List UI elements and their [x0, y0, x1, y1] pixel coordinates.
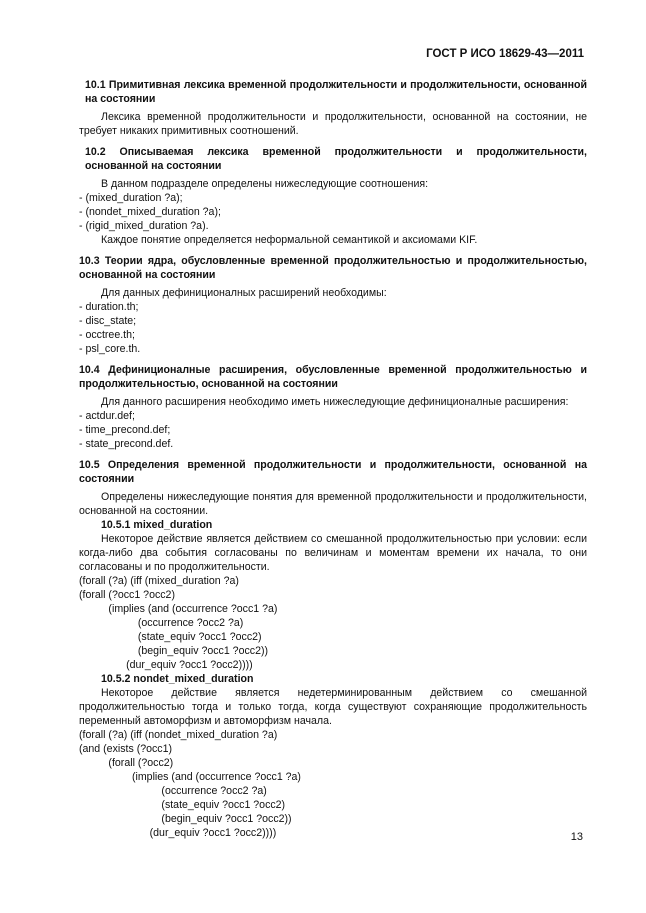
subsection-heading-10-5-2: 10.5.2 nondet_mixed_duration [101, 673, 254, 685]
list-item: - (rigid_mixed_duration ?a). [79, 220, 209, 232]
list-item: - psl_core.th. [79, 343, 141, 355]
section-heading-10-5: 10.5 Определения временной продолжительности и продолжительности, основанной на состоянии [79, 459, 587, 485]
code-line: (implies (and (occurrence ?occ1 ?a) [79, 603, 278, 615]
list-item: - occtree.th; [79, 329, 135, 341]
section-intro-10-2: В данном подразделе определены нижеследующие соотношения: [101, 178, 429, 190]
code-line: (forall (?occ1 ?occ2) [79, 589, 175, 601]
code-line: (state_equiv ?occ1 ?occ2) [79, 799, 286, 811]
code-line: (dur_equiv ?occ1 ?occ2)))) [79, 659, 253, 671]
code-line: (occurrence ?occ2 ?a) [79, 617, 244, 629]
code-line: (forall (?a) (iff (nondet_mixed_duration ?a) [79, 729, 278, 741]
section-heading-10-3: 10.3 Теории ядра, обусловленные временной продолжительностью и продолжительностью, основанной на состоянии [79, 255, 587, 281]
code-line: (forall (?occ2) [79, 757, 174, 769]
list-item: - time_precond.def; [79, 424, 171, 436]
section-heading-10-4: 10.4 Дефиниционалные расширения, обусловленные временной продолжительностью и продолжительностью, основанной на состоянии [79, 364, 587, 390]
section-heading-10-1: 10.1 Примитивная лексика временной продолжительности и продолжительности, основанной на состоянии [85, 79, 587, 105]
section-text-10-1: Лексика временной продолжительности и продолжительности, основанной на состоянии, не требует никаких примитивных соотношений. [79, 111, 587, 137]
code-line: (state_equiv ?occ1 ?occ2) [79, 631, 262, 643]
list-item: - (nondet_mixed_duration ?a); [79, 206, 221, 218]
section-intro-10-3: Для данных дефиниционалных расширений необходимы: [101, 287, 387, 299]
subsection-text-10-5-2: Некоторое действие является недетерминированным действием со смешанной продолжительностью тогда и только тогда, когда существуют сохраняющие продолжительность переменный автоморфизм и автоморфизм начала. [79, 687, 587, 727]
code-line: (and (exists (?occ1) [79, 743, 173, 755]
code-line: (begin_equiv ?occ1 ?occ2)) [79, 813, 292, 825]
code-line: (implies (and (occurrence ?occ1 ?a) [79, 771, 301, 783]
code-line: (occurrence ?occ2 ?a) [79, 785, 267, 797]
section-note-10-2: Каждое понятие определяется неформальной семантикой и аксиомами KIF. [101, 234, 478, 246]
list-item: - duration.th; [79, 301, 139, 313]
list-item: - actdur.def; [79, 410, 135, 422]
section-heading-10-2: 10.2 Описываемая лексика временной продолжительности и продолжительности, основанной на состоянии [85, 146, 587, 172]
subsection-heading-10-5-1: 10.5.1 mixed_duration [101, 519, 213, 531]
code-line: (dur_equiv ?occ1 ?occ2)))) [79, 827, 277, 839]
section-intro-10-5: Определены нижеследующие понятия для временной продолжительности и продолжительности, основанной на состоянии. [79, 491, 587, 517]
list-item: - (mixed_duration ?a); [79, 192, 183, 204]
list-item: - state_precond.def. [79, 438, 174, 450]
document-header: ГОСТ Р ИСО 18629-43—2011 [426, 48, 584, 60]
section-intro-10-4: Для данного расширения необходимо иметь нижеследующие дефиниционалные расширения: [101, 396, 569, 408]
list-item: - disc_state; [79, 315, 137, 327]
page-number: 13 [570, 831, 583, 843]
code-line: (forall (?a) (iff (mixed_duration ?a) [79, 575, 239, 587]
document-body [79, 78, 587, 840]
code-line: (begin_equiv ?occ1 ?occ2)) [79, 645, 269, 657]
subsection-text-10-5-1: Некоторое действие является действием со смешанной продолжительностью при условии: если когда-либо два события согласованы по величинам и моментам времени их начала, то они согласованы и по продолжительности. [79, 533, 587, 573]
